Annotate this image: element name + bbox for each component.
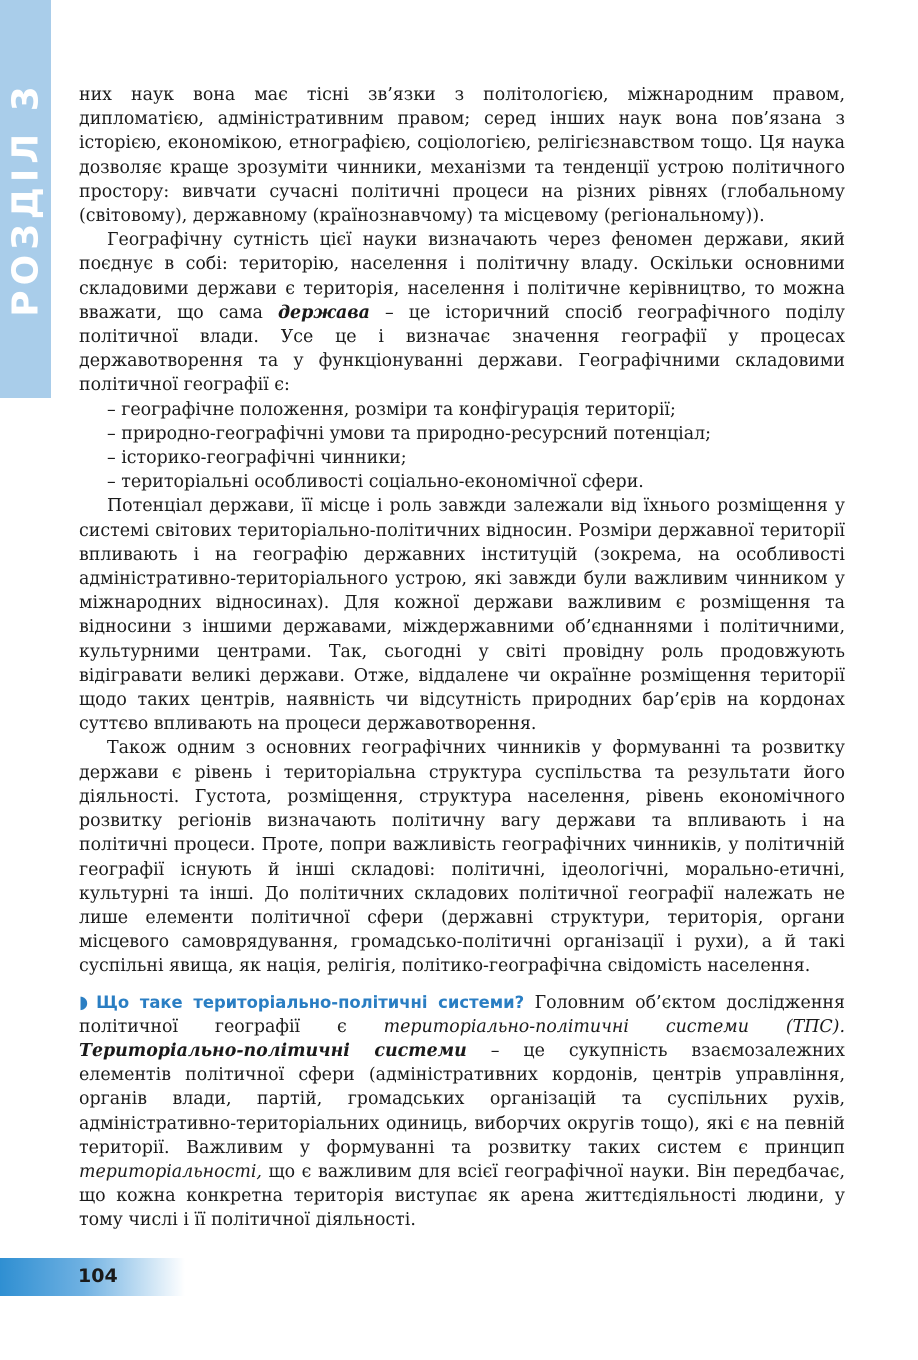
section-italic-territoriality: територіальності,: [79, 1161, 262, 1182]
paragraph-2-part-b: – це історичний спосіб географічного поділу політичної влади. Усе це і визначає значення географії у процесах державотворення та у функціонуванні держави. Географічними складовими політичної географії є:: [79, 302, 845, 396]
paragraph-4: Також одним з основних географічних чинників у формуванні та розвитку держави є рівень і територіальна структура суспільства та результати його діяльності. Густота, розміщення, структура населення, рівень економічного розвитку регіонів визначають політичну вагу держави та впливають і на політичні процеси. Проте, попри важливість географічних чинників, у політичній географії існують й інші складові: політичні, ідеологічні, морально-етичні, культурні та інші. До політичних складових політичної географії належать не лише елементи політичної сфери (державні структури, територія, органи місцевого самоврядування, громадсько-політичні організації і рухи), а й такі суспільні явища, як нація, релігія, політико-географічна свідомість населення.: [79, 738, 845, 977]
section-text-2: – це сукупність взаємозалежних елементів політичної сфери (адміністративних кордонів, центрів управління, органів влади, партій, громадських організацій та суспільних рухів, адміністративно-територіальних одиниць, виборчих округів тощо), які є на певній території. Важливим у формуванні та розвитку таких систем є принцип: [79, 1040, 845, 1158]
section-tps: [79, 991, 845, 1233]
list-item: – природно-географічні умови та природно-ресурсний потенціал;: [107, 423, 711, 444]
section-title: Що таке територіально-політичні системи?: [96, 992, 525, 1012]
section-marker-icon: ◗: [79, 992, 89, 1013]
list-item: – територіальні особливості соціально-економічної сфери.: [107, 472, 644, 493]
term-state: держава: [277, 302, 370, 323]
page-content: [79, 83, 845, 1233]
page-number: 104: [78, 1265, 118, 1287]
paragraph-3: Потенціал держави, її місце і роль завжди залежали від їхнього розміщення у системі світових територіально-політичних відносин. Розміри державної території впливають і на географію державних інституцій (зокрема, на особливості адміністративно-територіального устрою, які завжди були важливим чинником у міжнародних відносинах). Для кожної держави важливим є розміщення та відносини з іншими державами, міждержавними об’єднаннями і політичними, культурними центрами. Так, сьогодні у світі провідну роль продовжують відігравати великі держави. Отже, віддалене чи окраїнне розміщення території щодо таких центрів, наявність чи відсутність природних бар’єрів на кордонах суттєво впливають на процеси державотворення.: [79, 496, 845, 735]
section-text-1: Головним об’єктом дослідження політичної географії є: [79, 992, 845, 1037]
section-italic-tps: територіально-політичні системи (ТПС).: [383, 1016, 845, 1037]
list-item: – історико-географічні чинники;: [107, 448, 407, 469]
list-item: – географічне положення, розміри та конфігурація території;: [107, 399, 676, 420]
section-text-3: що є важливим для всієї географічної науки. Він передбачає, що кожна конкретна територія виступає як арена життєдіяльності людини, у тому числі і її політичної діяльності.: [79, 1161, 845, 1231]
paragraph-2-part-a: Географічну сутність цієї науки визначають через феномен держави, який поєднує в собі: територію, населення і політичну владу. Оскільки основними складовими держави є територія, населення і політичне керівництво, то можна вважати, що сама: [79, 230, 845, 323]
chapter-label: РОЗДІЛ 3: [5, 81, 46, 317]
paragraph-1: них наук вона має тісні зв’язки з політологією, міжнародним правом, дипломатією, адміністративним правом; серед інших наук вона пов’язана з історією, економікою, етнографією, соціологією, релігієзнавством тощо. Ця наука дозволяє краще зрозуміти чинники, механізми та тенденції устрою політичного простору: вивчати сучасні політичні процеси на різних рівнях (глобальному (світовому), державному (країнознавчому) та місцевому (регіональному)).: [79, 85, 845, 227]
components-list: [79, 398, 845, 495]
term-tps: Територіально-політичні системи: [79, 1040, 467, 1061]
chapter-side-tab: [0, 0, 51, 398]
paragraph-2: [79, 228, 845, 397]
